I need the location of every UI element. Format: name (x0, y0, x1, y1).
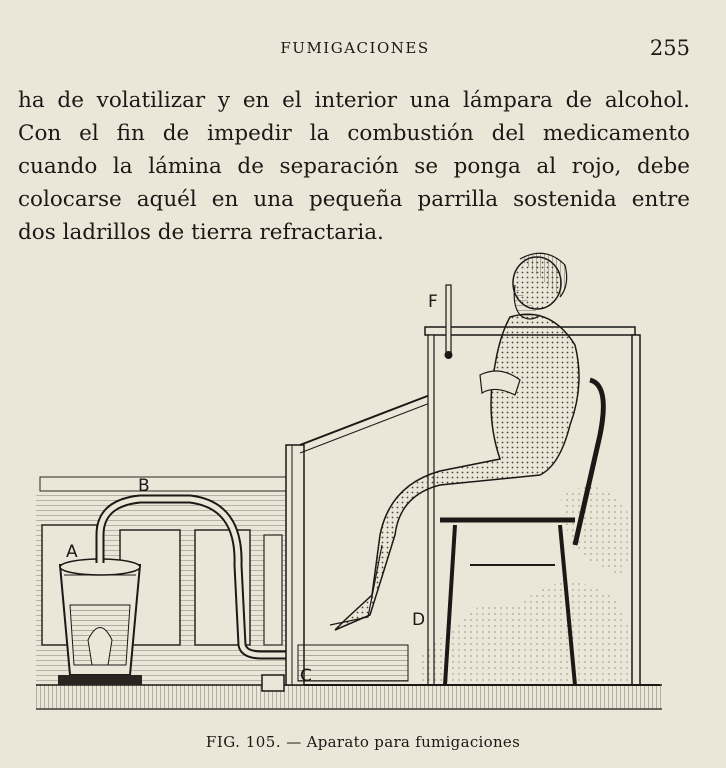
thermometer (445, 285, 453, 359)
text-line: dos ladrillos de tierra refractaria. (18, 220, 384, 245)
patient-head (513, 253, 567, 319)
figure-label-a: A (66, 542, 78, 562)
fumigation-apparatus-figure (0, 245, 726, 715)
running-head (0, 36, 726, 66)
seated-patient (330, 314, 579, 630)
caption-text: Aparato para fumigaciones (306, 733, 521, 751)
text-line: ha de volatilizar y en el interior una lámpara de alcohol. (18, 88, 690, 113)
page-number: 255 (649, 36, 690, 60)
figure-number: FIG. 105. (205, 733, 282, 751)
text-line: Con el fin de impedir la combustión del medicamento (18, 121, 690, 146)
text-line: colocarse aquél en una pequeña parrilla sostenida entre (18, 187, 690, 212)
figure-label-b: B (138, 476, 150, 496)
vaporizer-vessel (58, 559, 142, 685)
figure-label-f: F (428, 292, 438, 312)
caption-dash: — (286, 733, 302, 751)
figure-label-c: C (300, 666, 312, 686)
figure-label-d: D (412, 610, 426, 630)
figure-caption (0, 733, 726, 751)
text-line: cuando la lámina de separación se ponga al rojo, debe (18, 154, 690, 179)
body-paragraph (18, 84, 690, 249)
engraving-illustration (0, 245, 726, 715)
running-title: FUMIGACIONES (280, 39, 430, 57)
floor (36, 685, 662, 709)
